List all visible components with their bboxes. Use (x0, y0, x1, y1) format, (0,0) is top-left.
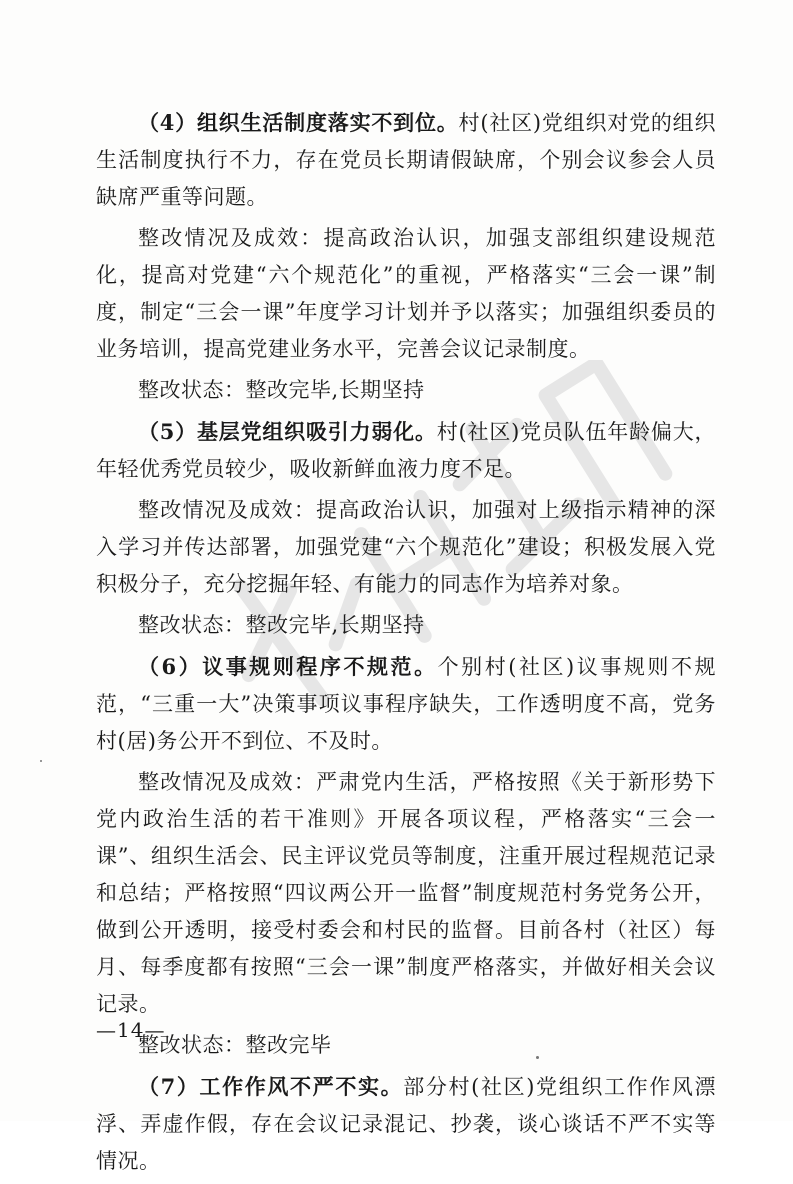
section-6-status: 整改状态：整改完毕 (138, 1033, 332, 1057)
section-4-problem: （4）组织生活制度落实不到位。村(社区)党组织对党的组织生活制度执行不力，存在党员长期请假缺席，个别会议参会人员缺席严重等问题。 (96, 110, 716, 209)
scan-speck (536, 1056, 539, 1059)
section-6-rectification: 整改情况及成效：严肃党内生活，严格按照《关于新形势下党内政治生活的若干准则》开展各项议程，严格落实“三会一课”、组织生活会、民主评议党员等制度，注重开展过程规范记录和总结；严格按照“四议两公开一监督”制度规范村务党务公开，做到公开透明，接受村委会和村民的监督。目前各村（社区）每月、每季度都有按照“三会一课”制度严格落实，并做好相关会议记录。 (96, 770, 716, 1016)
section-6-heading: （6）议事规则程序不规范。 (138, 654, 438, 679)
section-4-heading: （4）组织生活制度落实不到位。 (138, 110, 459, 135)
section-5-problem: （5）基层党组织吸引力弱化。村(社区)党员队伍年龄偏大，年轻优秀党员较少，吸收新鲜血液力度不足。 (96, 419, 716, 481)
main-text (96, 104, 716, 1184)
section-5-rectification: 整改情况及成效：提高政治认识，加强对上级指示精神的深入学习并传达部署，加强党建“六个规范化”建设；积极发展入党积极分子，充分挖掘年轻、有能力的同志作为培养对象。 (96, 498, 716, 596)
page-number: —14— (96, 1018, 166, 1042)
section-5-heading: （5）基层党组织吸引力弱化。 (138, 419, 437, 444)
section-5-status: 整改状态：整改完毕,长期坚持 (138, 613, 425, 637)
section-4-rectification: 整改情况及成效：提高政治认识，加强支部组织建设规范化，提高对党建“六个规范化”的重视，严格落实“三会一课”制度，制定“三会一课”年度学习计划并予以落实；加强组织委员的业务培训，提高党建业务水平，完善会议记录制度。 (96, 226, 716, 361)
section-4-status: 整改状态：整改完毕,长期坚持 (138, 378, 425, 402)
section-7-heading: （7）工作作风不严不实。 (138, 1074, 404, 1099)
section-6-problem: （6）议事规则程序不规范。个别村(社区)议事规则不规范，“三重一大”决策事项议事程序缺失，工作透明度不高，党务村(居)务公开不到位、不及时。 (96, 654, 716, 753)
scan-speck (40, 760, 42, 762)
section-7-problem: （7）工作作风不严不实。部分村(社区)党组织工作作风漂浮、弄虚作假，存在会议记录混记、抄袭，谈心谈话不严不实等情况。 (96, 1074, 716, 1173)
